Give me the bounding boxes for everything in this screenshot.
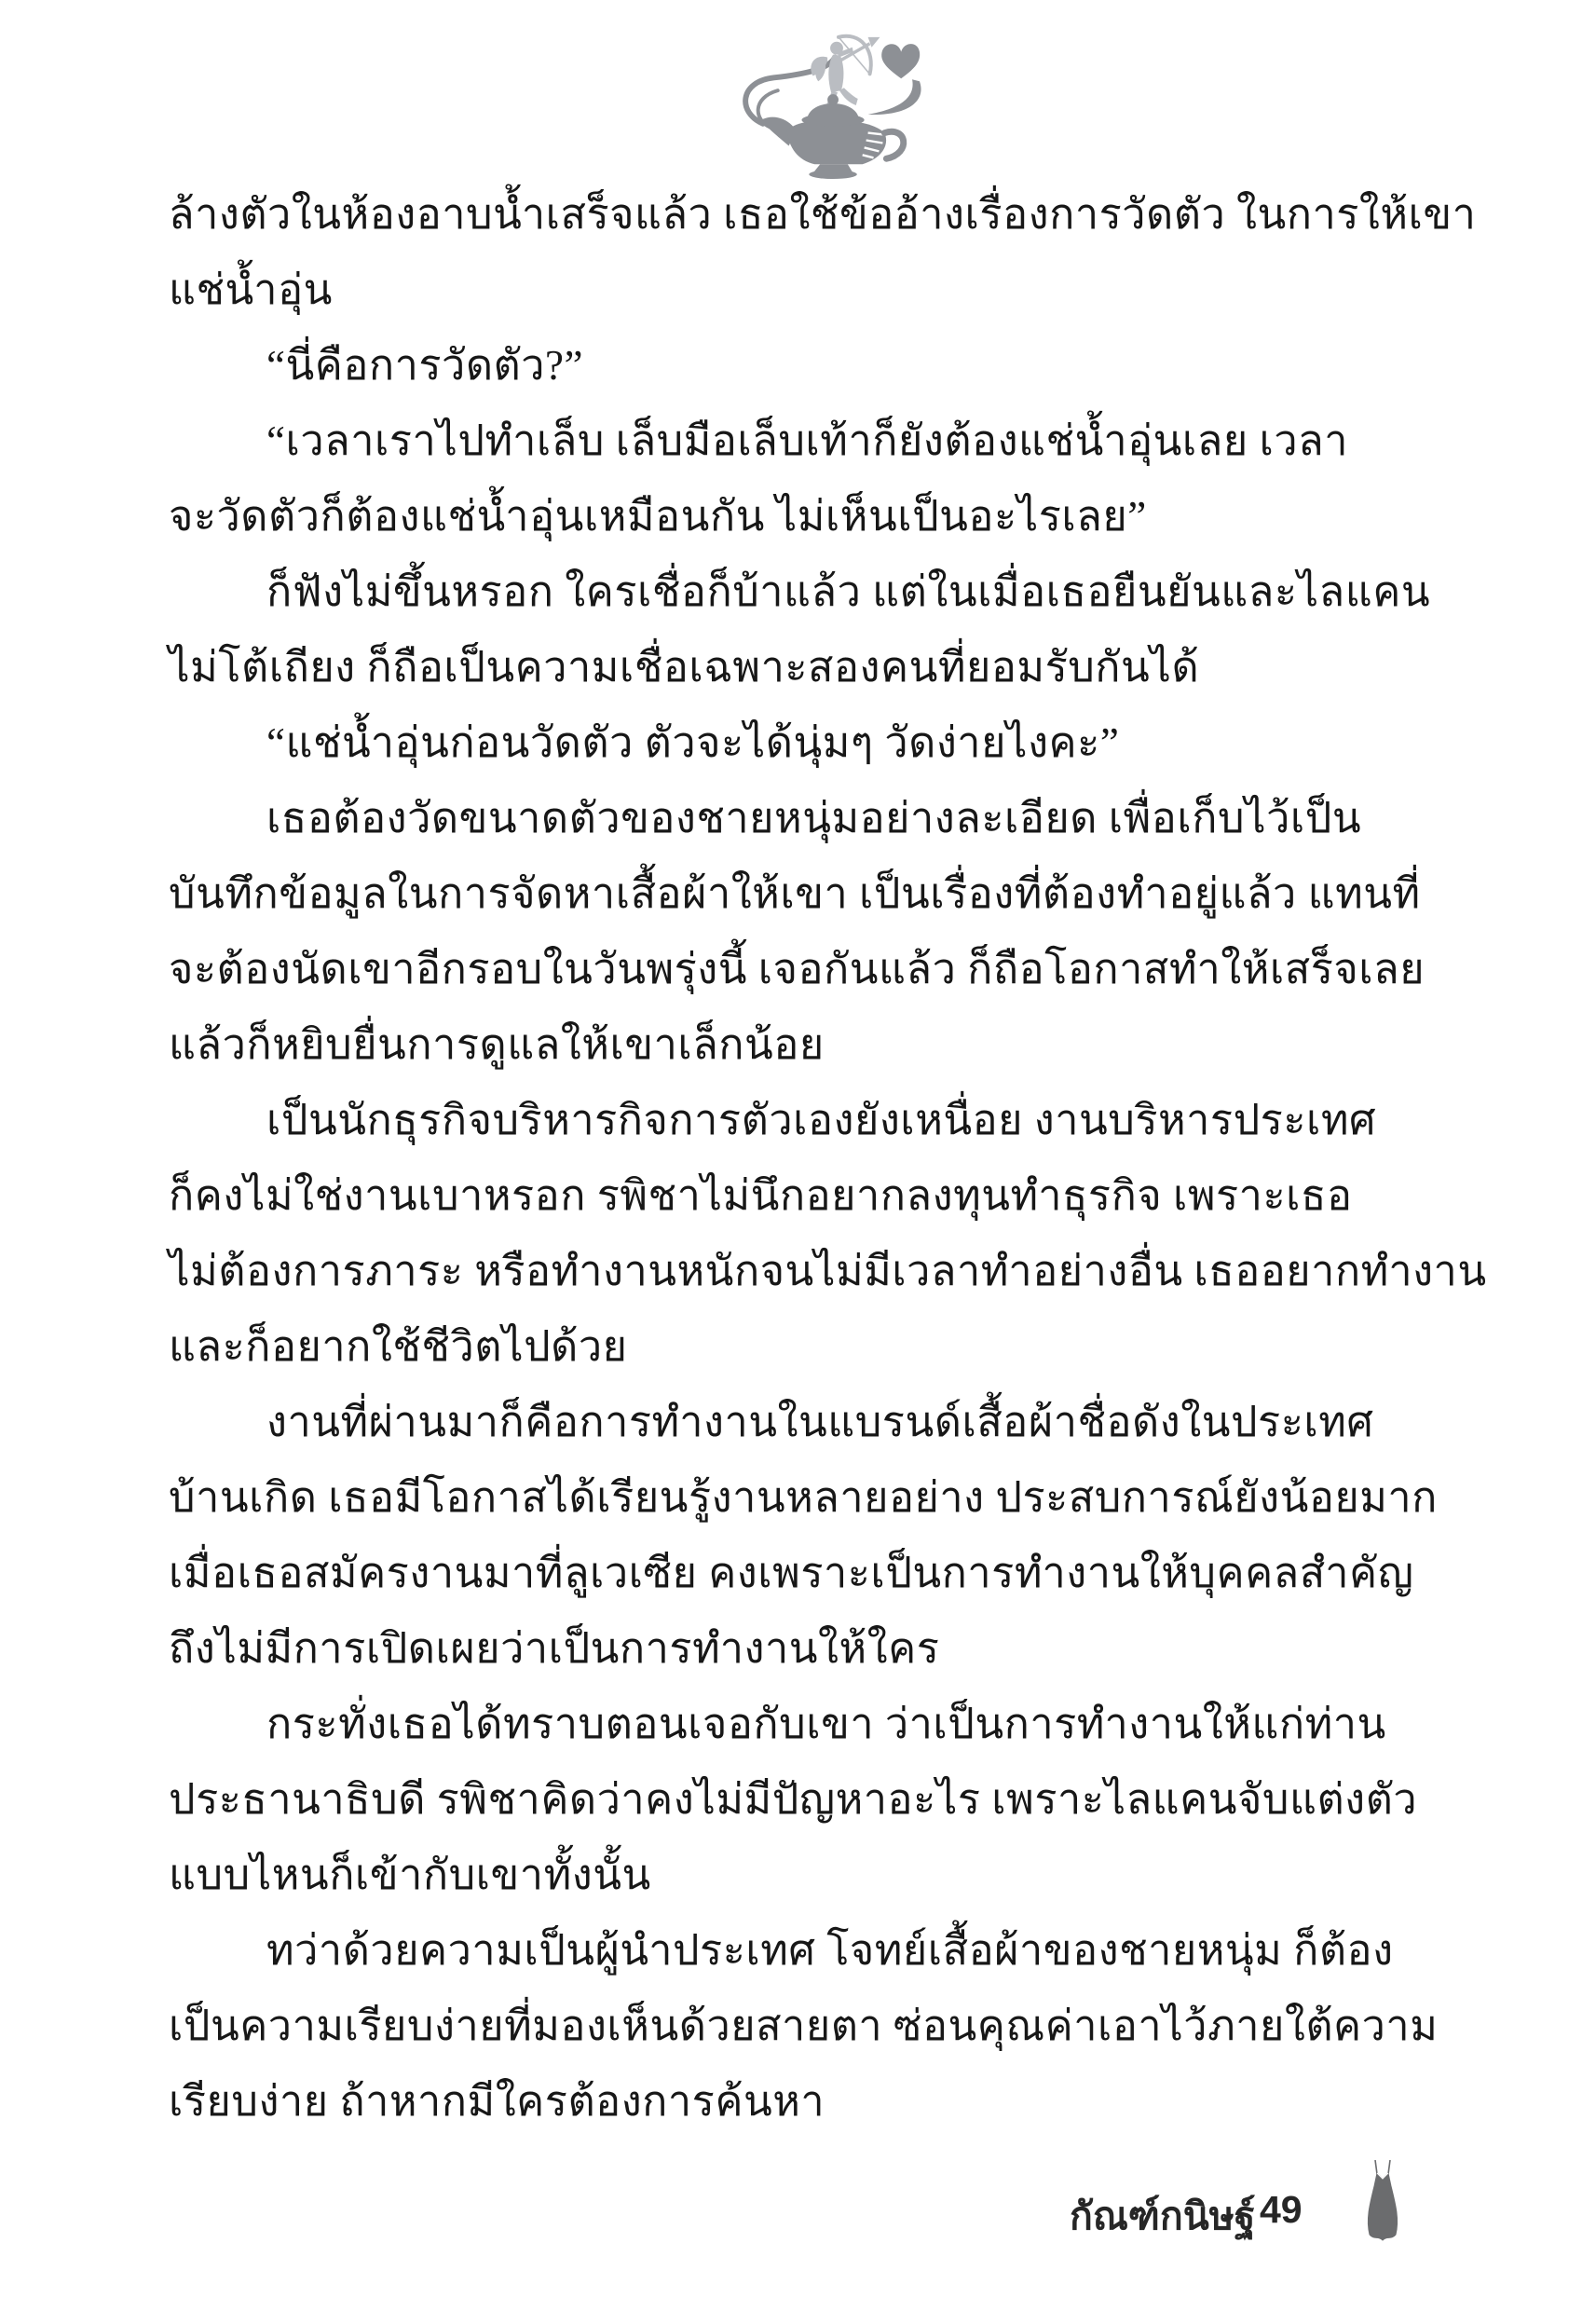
body-line: ประธานาธิบดี รพิชาคิดว่าคงไม่มีปัญหาอะไร เพราะไลแคนจับแต่งตัว	[169, 1776, 1418, 1823]
footer-page-number: 49	[1260, 2188, 1303, 2231]
body-line: เรียบง่าย ถ้าหากมีใครต้องการค้นหา	[169, 2078, 825, 2125]
body-line: ก็ฟังไม่ขึ้นหรอก ใครเชื่อก็บ้าแล้ว แต่ในเมื่อเธอยืนยันและไลแคน	[266, 568, 1431, 615]
body-line: ถึงไม่มีการเปิดเผยว่าเป็นการทำงานให้ใคร	[169, 1625, 940, 1672]
page-body-text	[169, 177, 1487, 2140]
body-line: เป็นความเรียบง่ายที่มองเห็นด้วยสายตา ซ่อนคุณค่าเอาไว้ภายใต้ความ	[169, 2003, 1439, 2049]
dress-icon	[1362, 2160, 1403, 2244]
page-footer	[0, 2160, 1596, 2253]
body-line: เธอต้องวัดขนาดตัวของชายหนุ่มอย่างละเอียด เพื่อเก็บไว้เป็น	[266, 795, 1362, 841]
body-line: เป็นนักธุรกิจบริหารกิจการตัวเองยังเหนื่อย งานบริหารประเทศ	[266, 1097, 1377, 1143]
body-line: เมื่อเธอสมัครงานมาที่ลูเวเซีย คงเพราะเป็นการทำงานให้บุคคลสำคัญ	[169, 1550, 1414, 1596]
body-line: บันทึกข้อมูลในการจัดหาเสื้อผ้าให้เขา เป็นเรื่องที่ต้องทำอยู่แล้ว แทนที่	[169, 870, 1421, 917]
body-line: “แช่น้ำอุ่นก่อนวัดตัว ตัวจะได้นุ่มๆ วัดง่ายไงคะ”	[266, 719, 1120, 766]
body-line: จะต้องนัดเขาอีกรอบในวันพรุ่งนี้ เจอกันแล้ว ก็ถือโอกาสทำให้เสร็จเลย	[169, 946, 1425, 992]
body-line: งานที่ผ่านมาก็คือการทำงานในแบรนด์เสื้อผ้าชื่อดังในประเทศ	[266, 1399, 1374, 1445]
body-line: บ้านเกิด เธอมีโอกาสได้เรียนรู้งานหลายอย่าง ประสบการณ์ยังน้อยมาก	[169, 1474, 1438, 1521]
body-line: ล้างตัวในห้องอาบน้ำเสร็จแล้ว เธอใช้ข้ออ้างเรื่องการวัดตัว ในการให้เขา	[169, 191, 1477, 238]
body-line: และก็อยากใช้ชีวิตไปด้วย	[169, 1323, 628, 1370]
body-line: “เวลาเราไปทำเล็บ เล็บมือเล็บเท้าก็ยังต้องแช่น้ำอุ่นเลย เวลา	[266, 417, 1348, 464]
body-line: “นี่คือการวัดตัว?”	[266, 342, 583, 389]
body-line: ไม่โต้เถียง ก็ถือเป็นความเชื่อเฉพาะสองคนที่ยอมรับกันได้	[169, 644, 1200, 691]
body-line: ก็คงไม่ใช่งานเบาหรอก รพิชาไม่นึกอยากลงทุนทำธุรกิจ เพราะเธอ	[169, 1172, 1353, 1219]
heart-shape	[881, 44, 920, 78]
body-line: จะวัดตัวก็ต้องแช่น้ำอุ่นเหมือนกัน ไม่เห็นเป็นอะไรเลย”	[169, 493, 1147, 540]
body-line: กระทั่งเธอได้ทราบตอนเจอกับเขา ว่าเป็นการทำงานให้แก่ท่าน	[266, 1701, 1386, 1747]
body-line: ไม่ต้องการภาระ หรือทำงานหนักจนไม่มีเวลาทำอย่างอื่น เธออยากทำงาน	[169, 1248, 1487, 1294]
genie-lamp	[761, 94, 904, 179]
body-line: แบบไหนก็เข้ากับเขาทั้งนั้น	[169, 1852, 651, 1898]
heart-swoosh	[868, 79, 921, 115]
body-line: แล้วก็หยิบยื่นการดูแลให้เขาเล็กน้อย	[169, 1021, 825, 1068]
cupid-genie-lamp-ornament	[729, 24, 945, 181]
body-line: ทว่าด้วยความเป็นผู้นำประเทศ โจทย์เสื้อผ้าของชายหนุ่ม ก็ต้อง	[266, 1927, 1394, 1974]
ornament-graphic	[729, 24, 945, 181]
arrow-head	[868, 37, 880, 48]
body-line: แช่น้ำอุ่น	[169, 267, 333, 313]
footer-running-title: กัณฑ์กนิษฐ์	[1070, 2195, 1256, 2237]
